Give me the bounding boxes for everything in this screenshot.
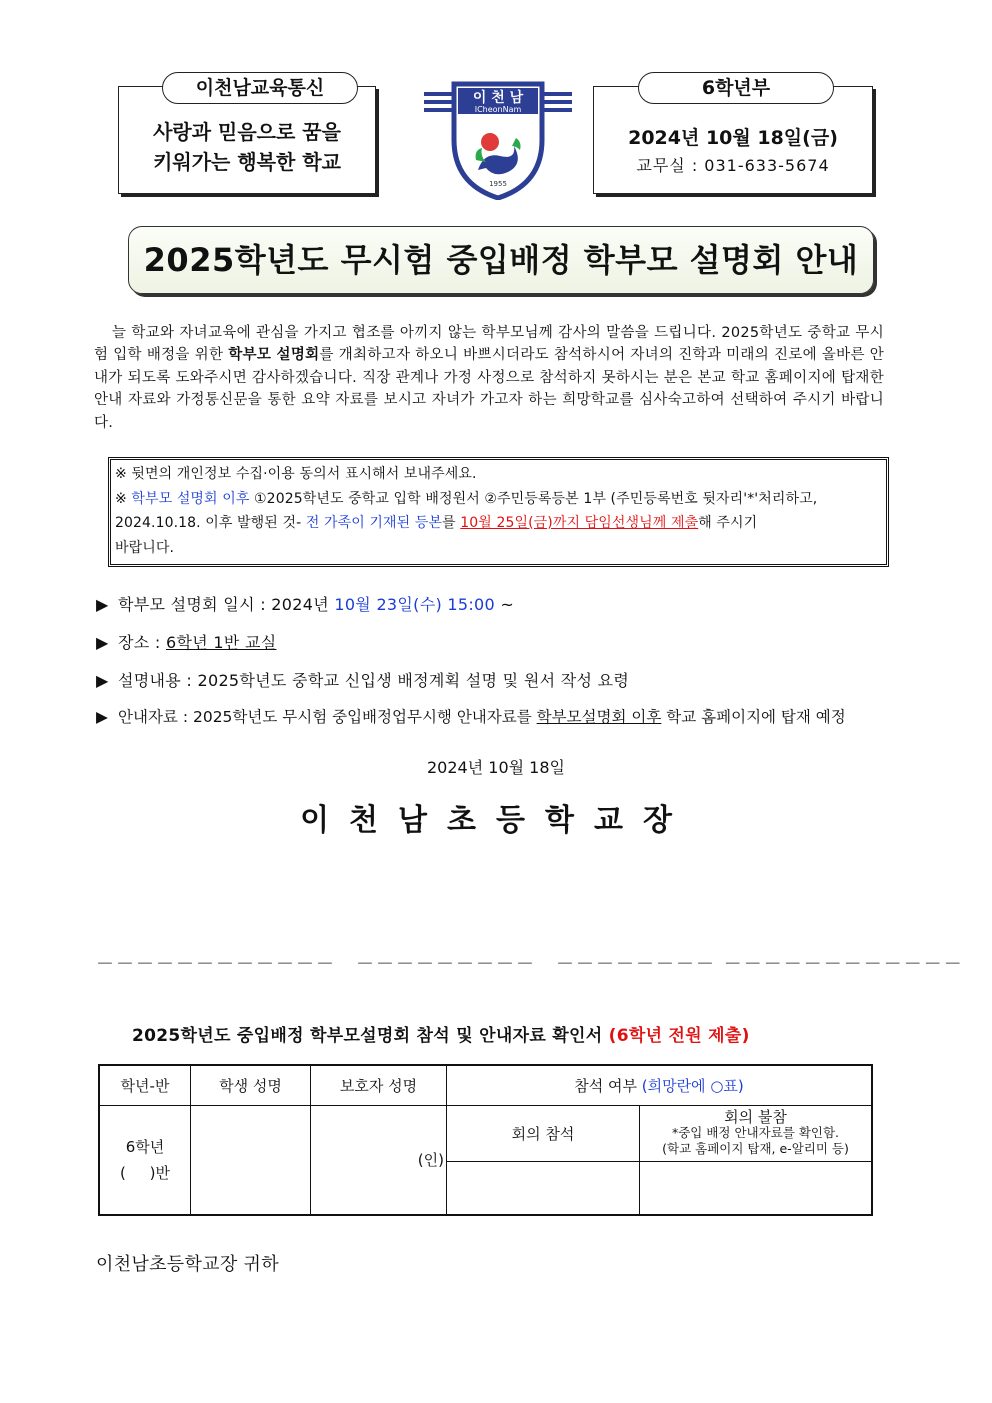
- student-name-cell[interactable]: [191, 1105, 311, 1215]
- notice-tail: 해 주시기: [698, 515, 758, 531]
- header-grade-class: 학년-반: [99, 1065, 191, 1105]
- notice-line-2: [115, 487, 882, 512]
- triangle-bullet-icon: ▶: [96, 633, 109, 652]
- notice-mark: ※: [115, 490, 132, 507]
- emblem-year: 1955: [489, 180, 507, 188]
- notice-issued: 2024.10.18. 이후 발행된 것-: [115, 515, 306, 531]
- material-text-b: 학교 홈페이지에 탑재 예정: [661, 708, 846, 726]
- notice-deadline: 10월 25일(금)까지 담임선생님께 제출: [460, 515, 699, 531]
- attendance-hint: (희망란에 ○표): [641, 1076, 744, 1095]
- form-title-note: (6학년 전원 제출): [608, 1026, 750, 1046]
- header-guardian-name: 보호자 성명: [311, 1065, 447, 1105]
- absent-check-cell[interactable]: [640, 1161, 873, 1215]
- school-emblem-icon: [424, 80, 572, 200]
- notice-line-4: 바랍니다.: [115, 539, 175, 556]
- seal-mark: (인): [417, 1151, 444, 1170]
- notice-after-session: 학부모 설명회 이후: [131, 490, 250, 507]
- dept-label: 6학년부: [638, 72, 834, 104]
- datetime-tail: ~: [495, 595, 515, 614]
- emblem-roman-name: ICheonNam: [474, 105, 522, 114]
- detail-place: [96, 630, 277, 653]
- notice-line-3: [115, 511, 882, 536]
- notice-line-1: ※ 뒷면의 개인정보 수집·이용 동의서 표시해서 보내주세요.: [115, 466, 477, 482]
- emblem-school-name: 이 천 남: [472, 90, 524, 106]
- material-text-a: 안내자료 : 2025학년도 무시험 중입배정업무시행 안내자료를: [118, 708, 537, 726]
- triangle-bullet-icon: ▶: [96, 708, 108, 726]
- absent-note-1: *중입 배정 안내자료를 확인함.: [671, 1125, 840, 1140]
- form-title-text: 2025학년도 중입배정 학부모설명회 참석 및 안내자료 확인서: [132, 1026, 609, 1046]
- motto-line-2: 키워가는 행복한 학교: [153, 150, 341, 174]
- cut-line: －－－－－－－－－－－－ －－－－－－－－－ －－－－－－－－ －－－－－－－－－－－－: [96, 954, 964, 975]
- header-student-name: 학생 성명: [191, 1065, 311, 1105]
- place-label: 장소 :: [118, 633, 166, 652]
- intro-bold: 학부모 설명회: [228, 347, 320, 364]
- intro-part-1: 늘 학교와 자녀교육에 관심을 가지고 협조를 아끼지 않는 학부모님께 감사의 말씀을 드립니다. 2025학년도 중학교 무시험 입학 배정을 위한: [94, 325, 884, 364]
- motto-line-1: 사랑과 믿음으로 꿈을: [153, 120, 341, 144]
- detail-material: [96, 705, 846, 727]
- notice-family-copy: 전 가족이 기재된 등본: [305, 515, 443, 531]
- material-after-session: 학부모설명회 이후: [536, 708, 662, 726]
- detail-content: [96, 668, 629, 691]
- detail-datetime: [96, 592, 514, 615]
- absent-note-2: (학교 홈페이지 탑재, e-알리미 등): [662, 1141, 849, 1156]
- header-attendance: [447, 1065, 873, 1105]
- attend-option: 회의 참석: [447, 1105, 640, 1161]
- class-value: ( )반: [119, 1163, 171, 1182]
- issue-date: 2024년 10월 18일(금): [628, 127, 838, 149]
- confirmation-form: [98, 1064, 873, 1216]
- absent-label: 회의 불참: [724, 1108, 787, 1126]
- attendance-label: 참석 여부: [574, 1076, 642, 1095]
- office-phone: 교무실 : 031-633-5674: [636, 156, 830, 175]
- notice-docs: ①2025학년도 중학교 입학 배정원서 ②주민등록등본 1부 (주민등록번호 뒷자리'*'처리하고,: [249, 490, 818, 507]
- place-value: 6학년 1반 교실: [165, 633, 277, 652]
- form-title: [132, 1021, 750, 1046]
- triangle-bullet-icon: ▶: [96, 671, 109, 690]
- attend-check-cell[interactable]: [447, 1161, 640, 1215]
- grade-value: 6학년: [125, 1137, 165, 1156]
- intro-paragraph: [94, 322, 884, 434]
- intro-part-2: 를 개최하고자 하오니 바쁘시더라도 참석하시어 자녀의 진학과 미래의 진로에 올바른 안내가 되도록 도와주시면 감사하겠습니다. 직장 관계나 가정 사정으로 참석하지 못하시는 분은 본교 학교 홈페이지에 탑재한 안내 자료와 가정통신문을 통한 요약 자료를 보시고 자녀가 가고자 하는 희망학교를 심사숙고하여 선택하여 주시기 바랍니다.: [94, 347, 884, 431]
- datetime-value: 10월 23일(수) 15:00: [334, 595, 495, 614]
- addressee: 이천남초등학교장 귀하: [96, 1254, 279, 1275]
- absent-option: [640, 1105, 873, 1161]
- datetime-label: 학부모 설명회 일시 : 2024년: [118, 595, 335, 614]
- notice-box: [108, 457, 889, 567]
- grade-class-cell[interactable]: [99, 1105, 191, 1215]
- notice-connector: 를: [442, 515, 461, 531]
- signature-date: 2024년 10월 18일: [427, 758, 565, 777]
- triangle-bullet-icon: ▶: [96, 595, 109, 614]
- newsletter-label: 이천남교육통신: [162, 72, 358, 104]
- guardian-name-cell[interactable]: [311, 1105, 447, 1215]
- page-title: 2025학년도 무시험 중입배정 학부모 설명회 안내: [128, 226, 874, 294]
- principal-name: 이천남초등학교장: [300, 803, 692, 838]
- content-text: 설명내용 : 2025학년도 중학교 신입생 배정계획 설명 및 원서 작성 요령: [118, 671, 630, 690]
